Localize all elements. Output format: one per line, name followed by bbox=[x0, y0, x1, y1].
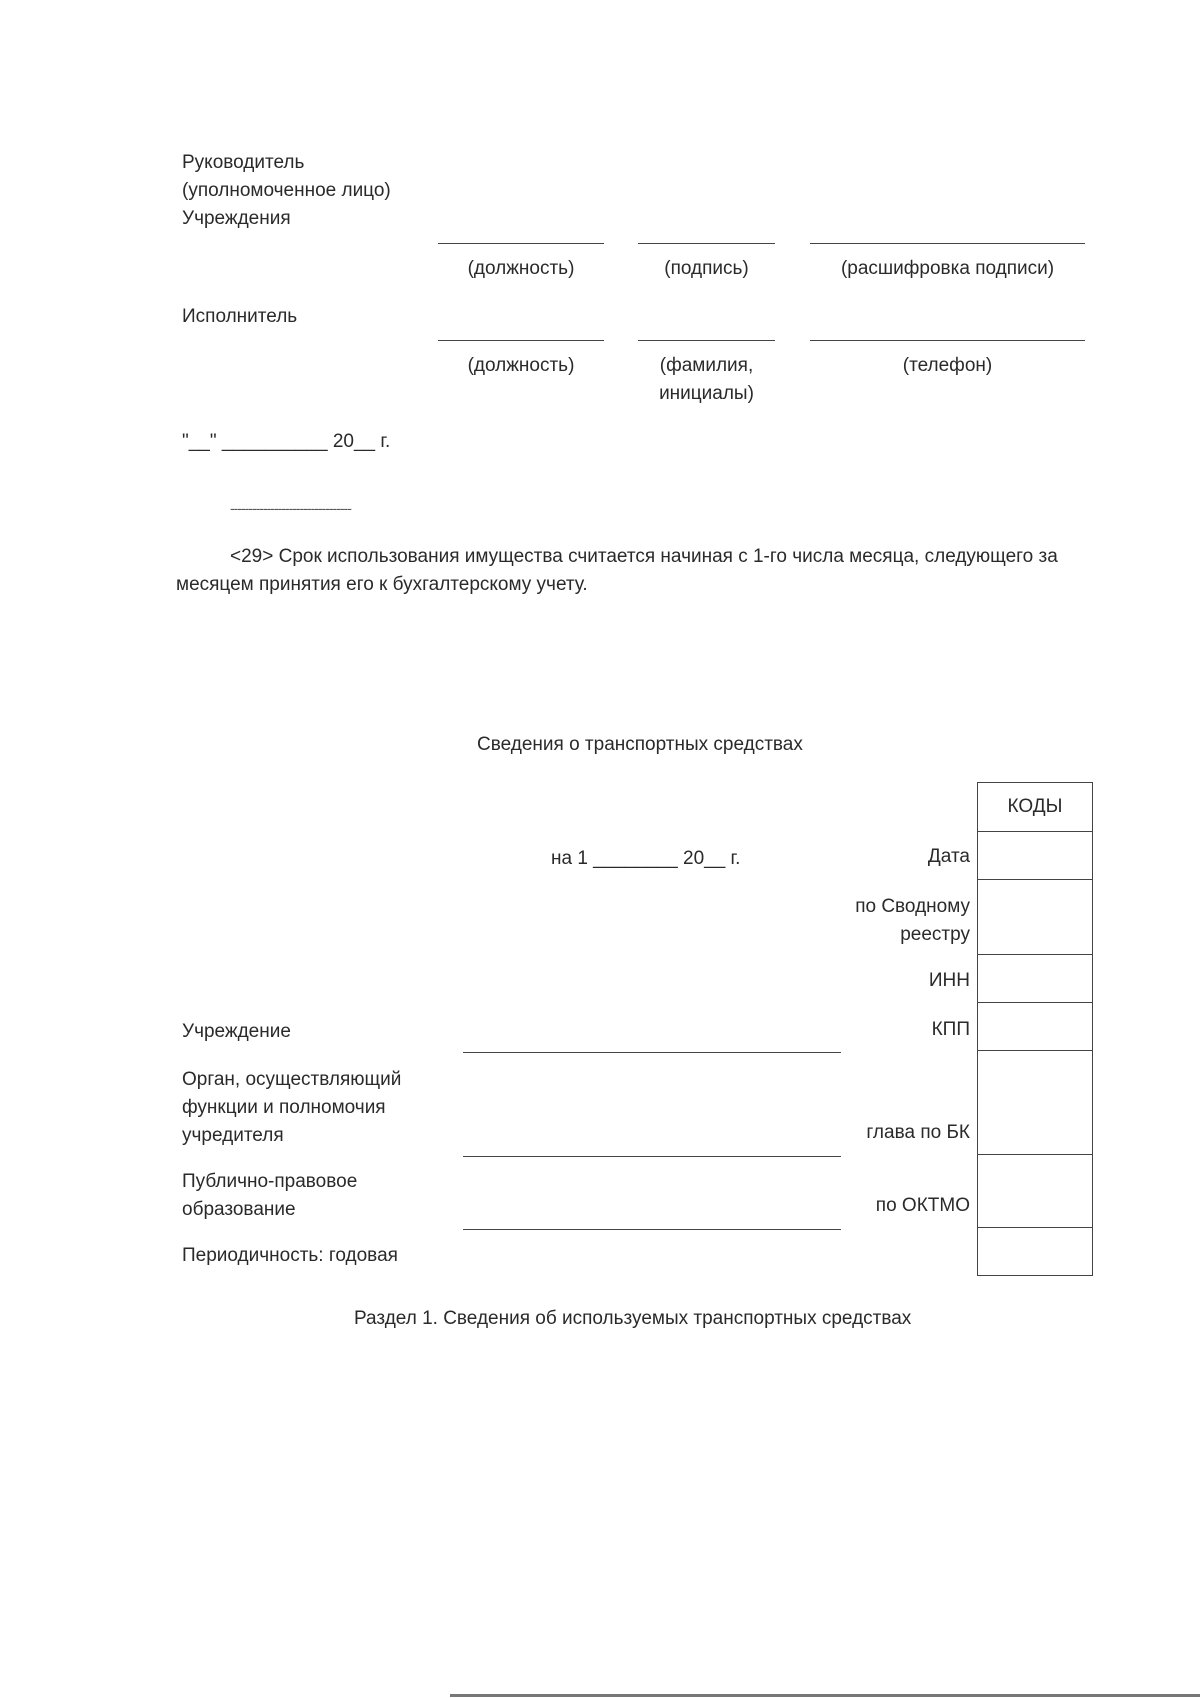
head-signature-line bbox=[638, 243, 775, 244]
executor-position-caption: (должность) bbox=[467, 355, 575, 376]
code-cell-date[interactable] bbox=[978, 831, 1092, 879]
head-decoding-caption: (расшифровка подписи) bbox=[840, 258, 1055, 279]
field-municipality-line[interactable] bbox=[463, 1229, 841, 1230]
field-founder-label: Орган, осуществляющий функции и полномочия учредителя bbox=[182, 1069, 402, 1146]
field-periodicity-label: Периодичность: годовая bbox=[182, 1245, 398, 1266]
head-signature-caption: (подпись) bbox=[664, 258, 749, 279]
executor-phone-line bbox=[810, 340, 1085, 341]
page-bottom-edge bbox=[450, 1694, 1200, 1697]
signature-date: "__" __________ 20__ г. bbox=[182, 431, 391, 452]
field-institution-line[interactable] bbox=[463, 1052, 841, 1053]
head-decoding-line bbox=[810, 243, 1085, 244]
form-date-line: на 1 ________ 20__ г. bbox=[551, 848, 741, 869]
code-cell-kpp[interactable] bbox=[978, 1002, 1092, 1050]
executor-phone-caption: (телефон) bbox=[902, 355, 993, 376]
form-title: Сведения о транспортных средствах bbox=[477, 734, 803, 755]
codes-header: КОДЫ bbox=[1007, 796, 1063, 817]
code-cell-bk[interactable] bbox=[978, 1050, 1092, 1154]
code-label-kpp: КПП bbox=[931, 1019, 970, 1040]
codes-box bbox=[977, 782, 1093, 1276]
executor-name-line bbox=[638, 340, 775, 341]
code-label-inn: ИНН bbox=[928, 970, 970, 991]
code-label-bk: глава по БК bbox=[866, 1122, 970, 1143]
head-position-caption: (должность) bbox=[467, 258, 575, 279]
footnote-separator: --------------------------------- bbox=[230, 500, 351, 516]
section-title: Раздел 1. Сведения об используемых транспортных средствах bbox=[354, 1308, 912, 1329]
executor-position-line bbox=[438, 340, 604, 341]
code-cell-inn[interactable] bbox=[978, 954, 1092, 1002]
code-cell-registry[interactable] bbox=[978, 879, 1092, 954]
code-cell-oktmo[interactable] bbox=[978, 1154, 1092, 1227]
executor-label: Исполнитель bbox=[182, 306, 298, 327]
executor-name-caption: (фамилия, инициалы) bbox=[659, 355, 754, 404]
head-label: Руководитель (уполномоченное лицо) Учреждения bbox=[182, 152, 391, 229]
footnote-text: <29> Срок использования имущества считается начиная с 1-го числа месяца, следующего за месяцем принятия его к бухгалтерскому учету. bbox=[176, 546, 1058, 595]
field-institution-label: Учреждение bbox=[182, 1021, 291, 1042]
field-founder-line[interactable] bbox=[463, 1156, 841, 1157]
head-position-line bbox=[438, 243, 604, 244]
code-label-date: Дата bbox=[927, 846, 970, 867]
field-municipality-label: Публично-правовое образование bbox=[182, 1171, 358, 1220]
code-cell-periodicity[interactable] bbox=[978, 1227, 1092, 1275]
code-label-registry: по Сводному реестру bbox=[855, 896, 970, 945]
code-label-oktmo: по ОКТМО bbox=[875, 1195, 970, 1216]
